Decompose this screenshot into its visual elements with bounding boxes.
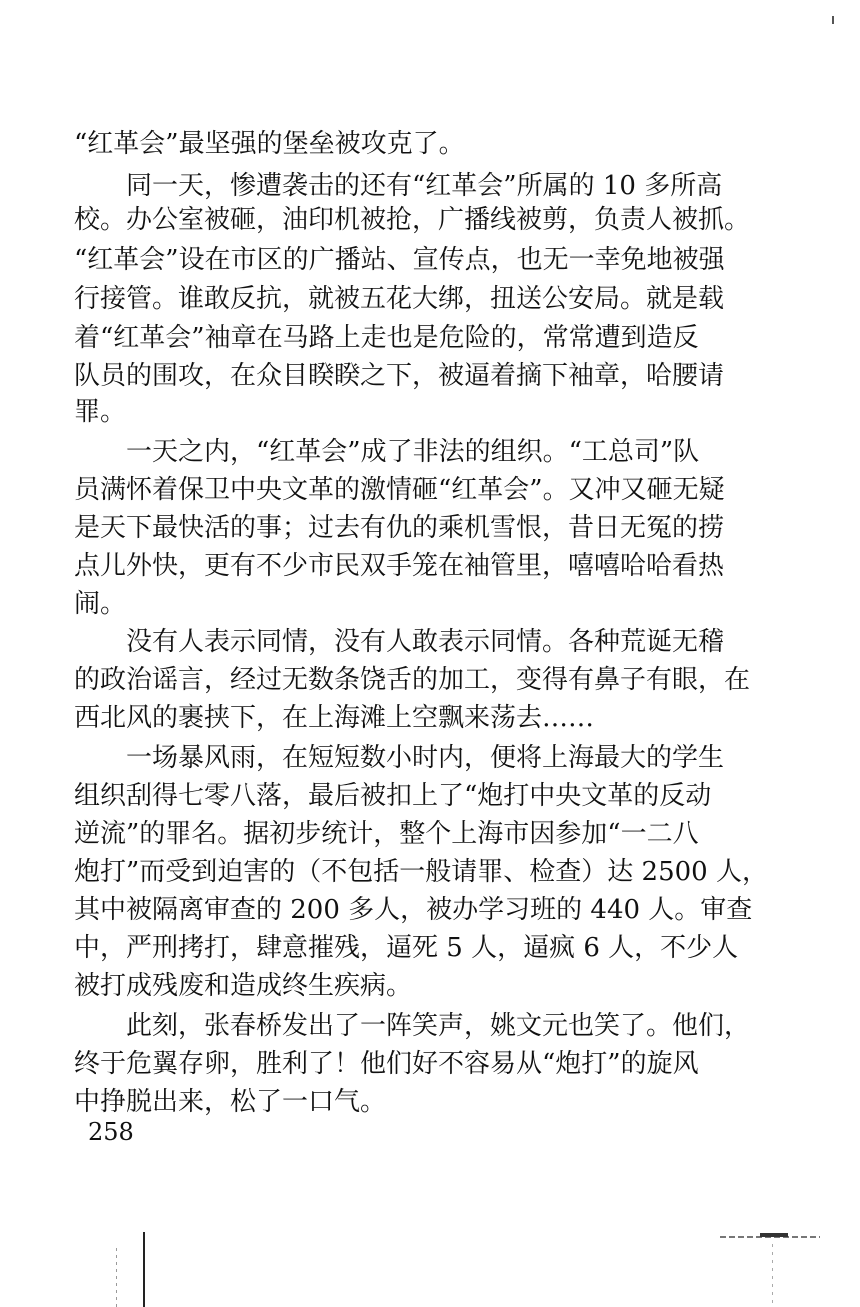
text-line: 组织刮得七零八落，最后被扣上了“炮打中央文革的反动	[74, 781, 712, 811]
text-line: 其中被隔离审查的 200 多人，被办学习班的 440 人。审查	[74, 895, 753, 925]
text-line: 中挣脱出来，松了一口气。	[74, 1087, 387, 1117]
scan-edge-line	[116, 1248, 117, 1307]
text-line: 闹。	[74, 589, 127, 619]
text-line: 是天下最快活的事；过去有仇的乘机雪恨，昔日无冤的捞	[74, 513, 725, 543]
scan-edge-mark	[760, 1233, 788, 1237]
text-line: 着“红革会”袖章在马路上走也是危险的，常常遭到造反	[74, 323, 699, 353]
text-line: “红革会”设在市区的广播站、宣传点，也无一幸免地被强	[74, 245, 725, 275]
text-line: 逆流”的罪名。据初步统计，整个上海市因参加“一二八	[74, 819, 699, 849]
text-line: 被打成残废和造成终生疾病。	[74, 971, 413, 1001]
text-line: 点儿外快，更有不少市民双手笼在袖管里，嘻嘻哈哈看热	[74, 551, 725, 581]
text-line: 队员的围攻，在众目睽睽之下，被逼着摘下袖章，哈腰请	[74, 361, 725, 391]
text-line: 中，严刑拷打，肆意摧残，逼死 5 人，逼疯 6 人，不少人	[74, 933, 739, 963]
text-line: 校。办公室被砸，油印机被抢，广播线被剪，负责人被抓。	[74, 205, 751, 235]
text-line: 没有人表示同情，没有人敢表示同情。各种荒诞无稽	[74, 627, 725, 657]
text-line: 的政治谣言，经过无数条饶舌的加工，变得有鼻子有眼，在	[74, 665, 751, 695]
text-line: 一场暴风雨，在短短数小时内，便将上海最大的学生	[74, 743, 725, 773]
text-line: 终于危翼存卵，胜利了！他们好不容易从“炮打”的旋风	[74, 1049, 699, 1079]
text-line: 炮打”而受到迫害的（不包括一般请罪、检查）达 2500 人，	[74, 857, 768, 887]
scan-edge-line	[143, 1232, 145, 1307]
text-line: 行接管。谁敢反抗，就被五花大绑，扭送公安局。就是载	[74, 284, 725, 314]
scan-edge-line	[772, 1244, 773, 1307]
page-number: 258	[88, 1118, 134, 1146]
text-line: 此刻，张春桥发出了一阵笑声，姚文元也笑了。他们，	[74, 1011, 751, 1041]
text-line: 一天之内，“红革会”成了非法的组织。“工总司”队	[74, 437, 700, 467]
scan-mark	[832, 16, 834, 24]
text-line: 西北风的裹挟下，在上海滩上空飘来荡去……	[74, 703, 595, 733]
text-line: 罪。	[74, 397, 127, 427]
text-line: 同一天，惨遭袭击的还有“红革会”所属的 10 多所高	[74, 171, 723, 201]
text-line: 员满怀着保卫中央文革的激情砸“红革会”。又冲又砸无疑	[74, 475, 725, 505]
text-line: “红革会”最坚强的堡垒被攻克了。	[74, 129, 465, 159]
